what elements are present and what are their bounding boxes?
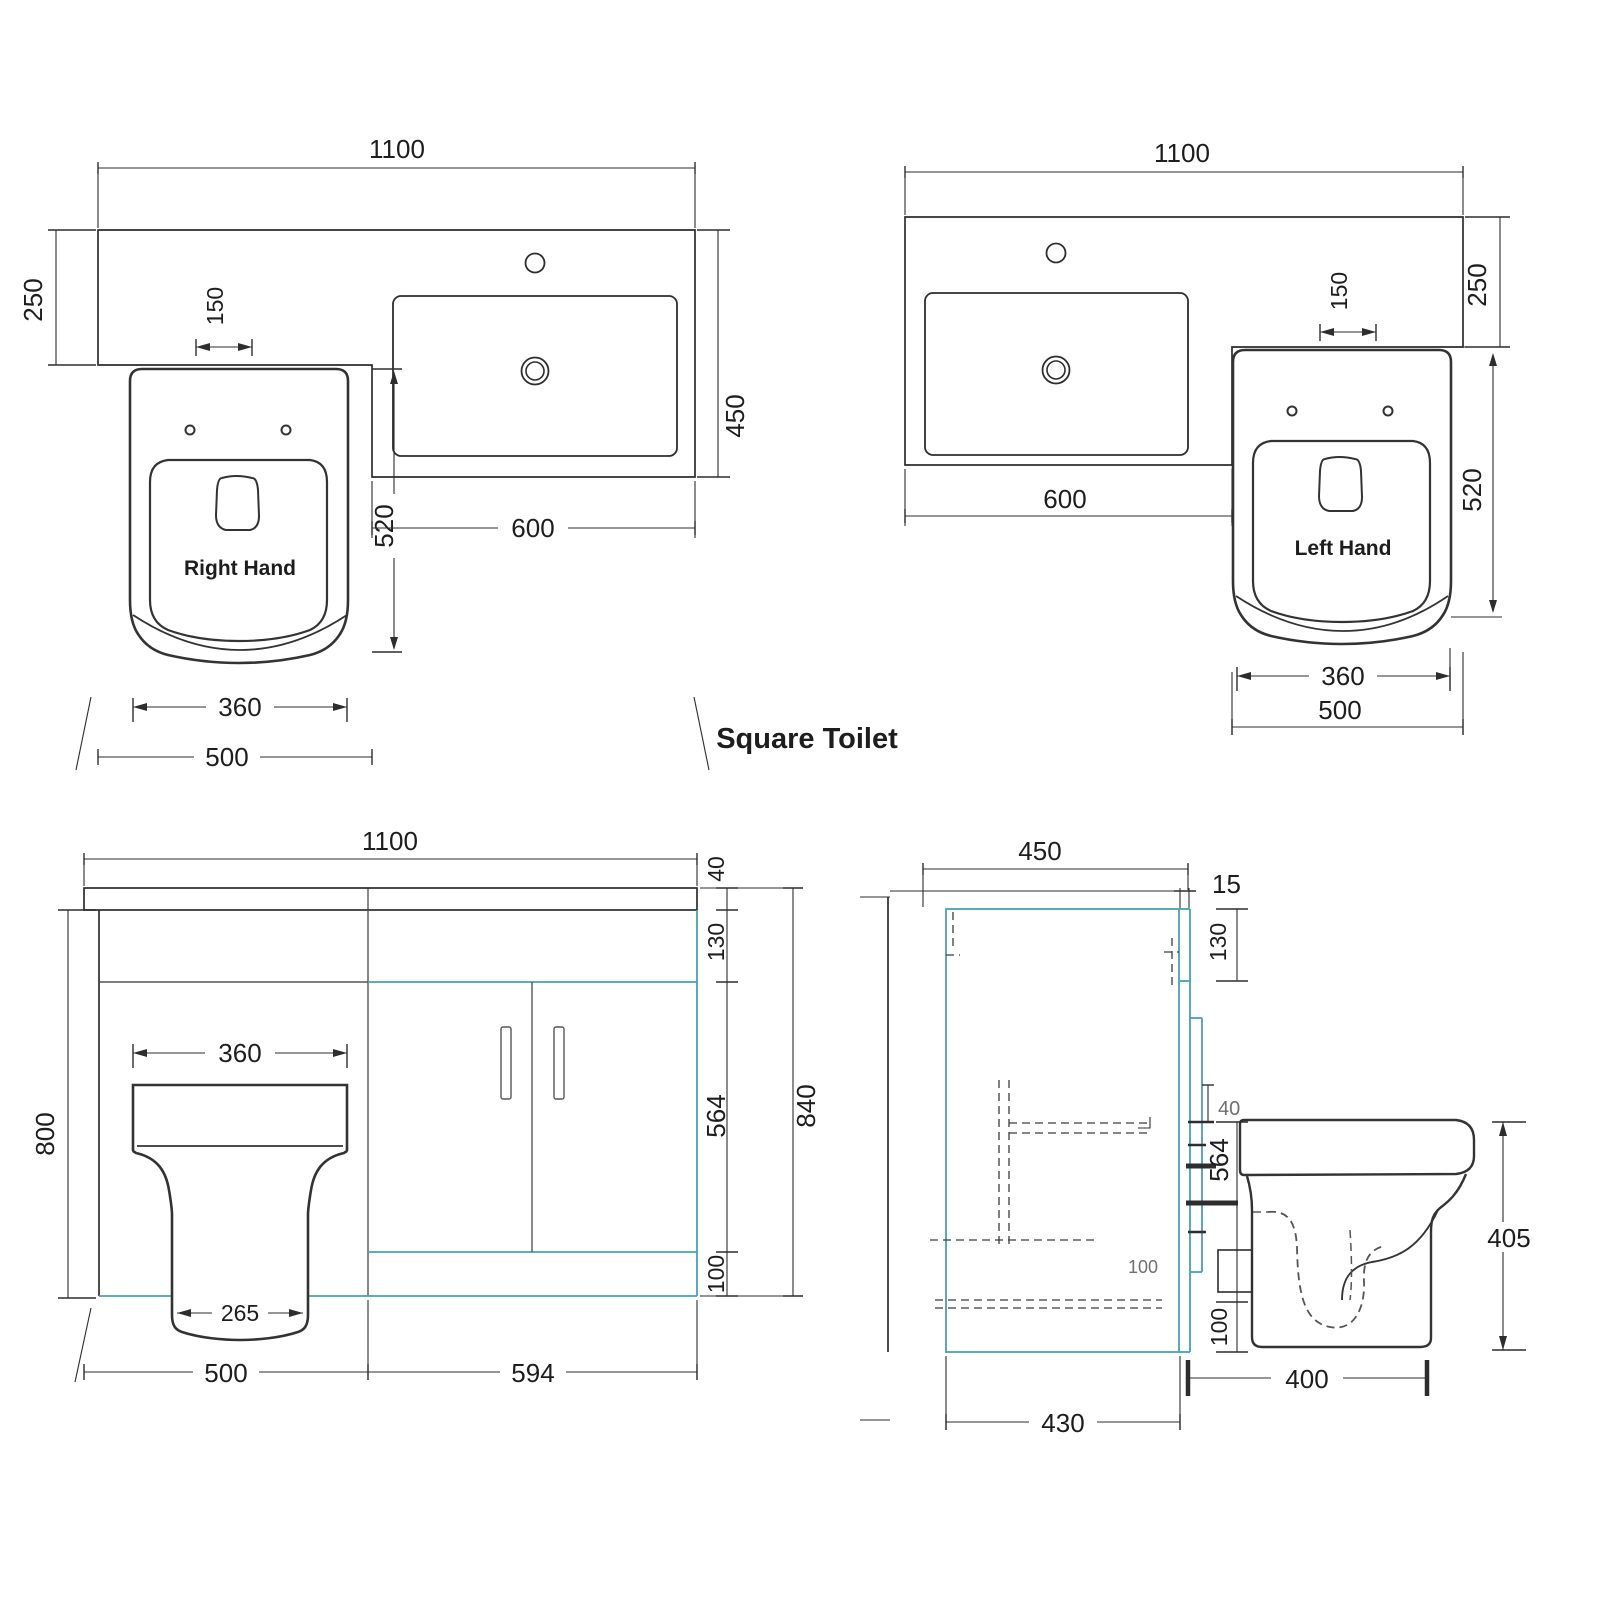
- worktop-front: [84, 888, 697, 910]
- basin-waste-inner-icon: [1047, 361, 1065, 379]
- dim-label-40: 40: [703, 856, 729, 882]
- dim-side-405: [1477, 1122, 1541, 1350]
- dim-label-250: 250: [1462, 263, 1492, 307]
- dim-side-430: [946, 1356, 1180, 1438]
- door-handle: [501, 1027, 511, 1099]
- dim-plan-right-360: [133, 692, 347, 722]
- dim-label-150: 150: [202, 286, 228, 326]
- toilet-seat-side: [1240, 1120, 1474, 1175]
- dim-plan-right-1100: [98, 134, 695, 228]
- dim-label-564: 564: [1204, 1138, 1234, 1182]
- dim-front-right-chain: [701, 856, 738, 1296]
- dim-label-360: 360: [1321, 661, 1365, 691]
- dim-label-520: 520: [369, 504, 399, 548]
- dim-plan-right-250: [18, 230, 96, 365]
- dim-plan-left-150: [1320, 263, 1376, 341]
- dim-label-600: 600: [1043, 484, 1087, 514]
- dim-plan-right-150: [196, 278, 252, 356]
- dim-side-15: [1174, 869, 1241, 908]
- dim-label-360: 360: [218, 692, 262, 722]
- hand-label: Right Hand: [184, 557, 296, 580]
- dim-label-250: 250: [18, 278, 48, 322]
- dim-label-600: 600: [511, 513, 555, 543]
- dim-front-1100: [84, 826, 697, 886]
- cabinet-hidden-details: [930, 912, 1179, 1308]
- basin-bowl-plan: [393, 296, 677, 456]
- dim-side-130: [1205, 909, 1248, 981]
- waste-pipe-box: [1218, 1250, 1252, 1292]
- dim-plan-left-360: [1237, 648, 1450, 691]
- dim-label-400: 400: [1285, 1364, 1329, 1394]
- dim-plan-left-250: [1462, 217, 1510, 347]
- dim-plan-left-1100: [905, 138, 1463, 215]
- basin-bowl-plan: [925, 293, 1188, 455]
- dim-label-130: 130: [1205, 922, 1231, 962]
- dim-label-1100: 1100: [1154, 138, 1210, 168]
- dim-front-800: [30, 910, 96, 1298]
- view-side-elevation: [860, 836, 1541, 1438]
- dim-label-100-pipe: 100: [1127, 1257, 1159, 1277]
- dim-label-360: 360: [218, 1038, 262, 1068]
- dim-label-130: 130: [703, 922, 729, 962]
- dim-label-150: 150: [1326, 271, 1352, 311]
- dim-label-500: 500: [1318, 695, 1362, 725]
- dim-label-1100: 1100: [369, 134, 425, 164]
- weir-hidden-line: [1350, 1230, 1352, 1300]
- toilet-plan-outline: [1233, 350, 1451, 644]
- dim-label-15: 15: [1212, 869, 1241, 899]
- view-plan-left-hand: [905, 138, 1510, 735]
- toilet-plan-outline: [130, 369, 348, 663]
- dim-label-594: 594: [511, 1358, 555, 1388]
- tap-hole-icon: [1047, 244, 1066, 263]
- dim-label-520: 520: [1457, 468, 1487, 512]
- dim-plan-right-500: [76, 697, 709, 772]
- hand-label: Left Hand: [1294, 537, 1392, 560]
- dim-plan-right-600: [372, 481, 695, 543]
- dim-side-450: [923, 836, 1188, 907]
- dim-label-500: 500: [204, 1358, 248, 1388]
- view-plan-right-hand: [18, 134, 750, 772]
- view-front-elevation: [30, 826, 821, 1388]
- dim-front-360: [133, 1038, 347, 1068]
- cabinet-side-outline: [946, 909, 1179, 1352]
- dim-label-800: 800: [30, 1112, 60, 1156]
- trap-hidden-line: [1268, 1212, 1384, 1328]
- dim-label-1100: 1100: [362, 826, 418, 856]
- dim-label-265: 265: [220, 1300, 260, 1326]
- basin-waste-inner-icon: [526, 362, 544, 380]
- dim-label-430: 430: [1041, 1408, 1085, 1438]
- dim-plan-left-520: [1451, 347, 1502, 617]
- toilet-body-side: [1247, 1174, 1466, 1347]
- dim-side-100: [1206, 1302, 1248, 1352]
- dim-label-564: 564: [701, 1094, 731, 1138]
- dim-label-100: 100: [1206, 1307, 1232, 1347]
- door-handle: [554, 1027, 564, 1099]
- dim-plan-left-600: [905, 469, 1232, 526]
- dim-label-450: 450: [720, 394, 750, 438]
- dim-side-400: [1188, 1360, 1427, 1396]
- page-title: Square Toilet: [716, 723, 898, 755]
- dim-plan-right-450: [697, 230, 750, 477]
- dim-label-405: 405: [1487, 1223, 1531, 1253]
- dim-label-100: 100: [703, 1254, 729, 1294]
- dim-label-40: 40: [1218, 1098, 1241, 1120]
- dim-plan-right-520: [369, 369, 407, 652]
- dim-label-500: 500: [205, 742, 249, 772]
- bowl-back-curve: [1342, 1210, 1438, 1300]
- dim-label-840: 840: [791, 1084, 821, 1128]
- tap-hole-icon: [526, 254, 545, 273]
- dim-front-500-594: [75, 1300, 697, 1388]
- dim-label-450: 450: [1018, 836, 1062, 866]
- toilet-side-profile: [1218, 1120, 1474, 1347]
